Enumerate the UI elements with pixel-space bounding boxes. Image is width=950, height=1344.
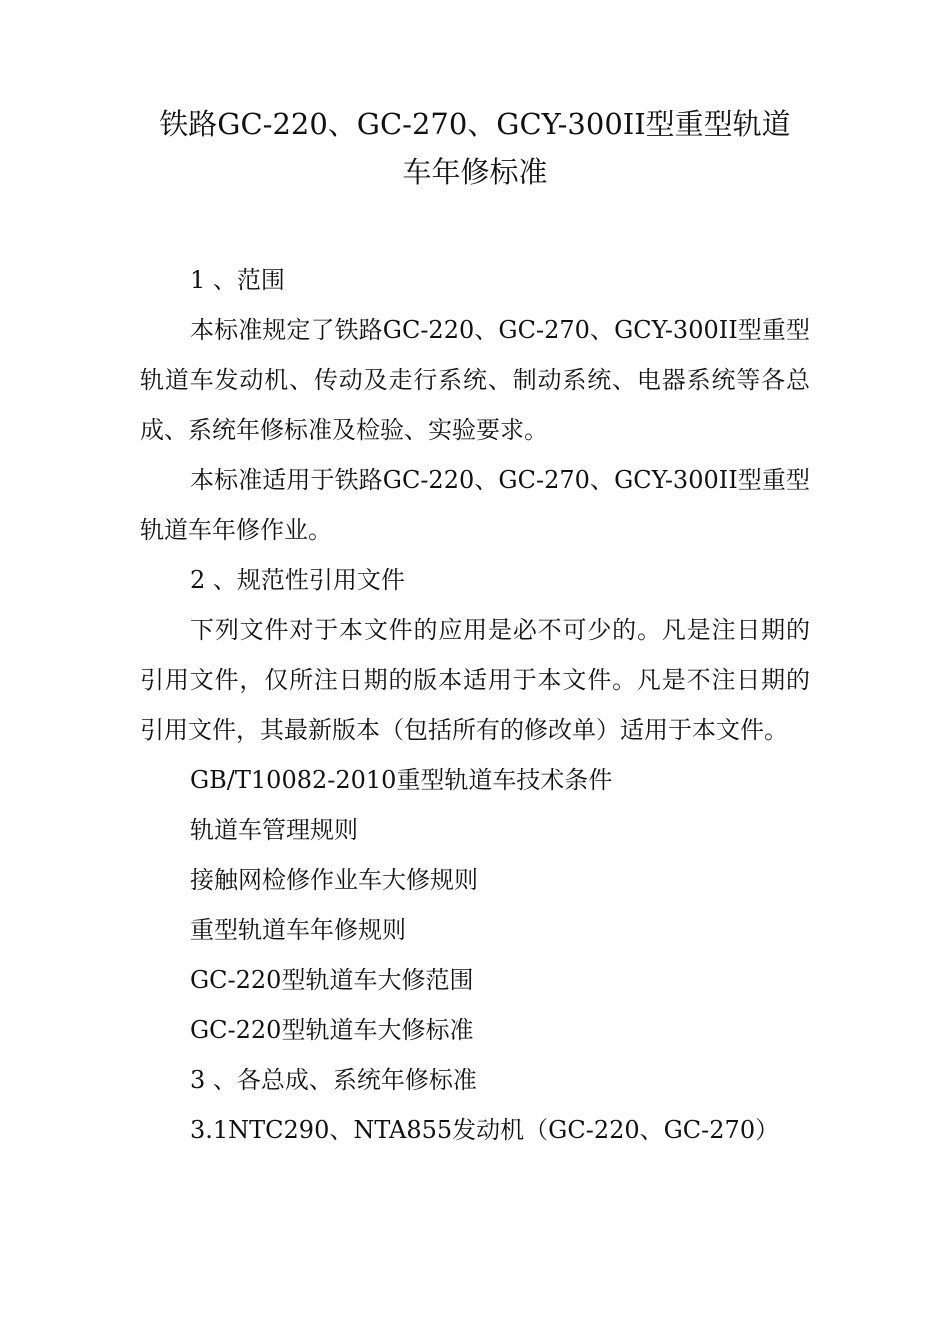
- reference-item: 重型轨道车年修规则: [190, 916, 406, 944]
- section-2-heading: 2 、规范性引用文件: [190, 566, 405, 594]
- reference-item: GC-220型轨道车大修范围: [190, 966, 474, 994]
- reference-item: 轨道车管理规则: [190, 816, 358, 844]
- section-1-paragraph-applicability: 本标准适用于铁路GC-220、GC-270、GCY-300II型重型轨道车年修作业。: [140, 466, 810, 544]
- reference-item: 接触网检修作业车大修规则: [190, 866, 478, 894]
- document-title-line-2: 车年修标准: [402, 155, 548, 189]
- section-1-heading: 1 、范围: [190, 266, 285, 294]
- document-title-line-1: 铁路GC-220、GC-270、GCY-300II型重型轨道: [159, 107, 791, 141]
- section-3-heading: 3 、各总成、系统年修标准: [190, 1066, 477, 1094]
- reference-item: GB/T10082-2010重型轨道车技术条件: [190, 766, 613, 794]
- reference-item: GC-220型轨道车大修标准: [190, 1016, 474, 1044]
- section-2-paragraph: 下列文件对于本文件的应用是必不可少的。凡是注日期的引用文件，仅所注日期的版本适用于本文件。凡是不注日期的引用文件，其最新版本（包括所有的修改单）适用于本文件。: [140, 616, 810, 744]
- section-3-1-heading: 3.1NTC290、NTA855发动机（GC-220、GC-270）: [190, 1116, 780, 1144]
- document-body: [140, 255, 810, 1155]
- section-1-paragraph-scope: 本标准规定了铁路GC-220、GC-270、GCY-300II型重型轨道车发动机、传动及走行系统、制动系统、电器系统等各总成、系统年修标准及检验、实验要求。: [140, 316, 810, 444]
